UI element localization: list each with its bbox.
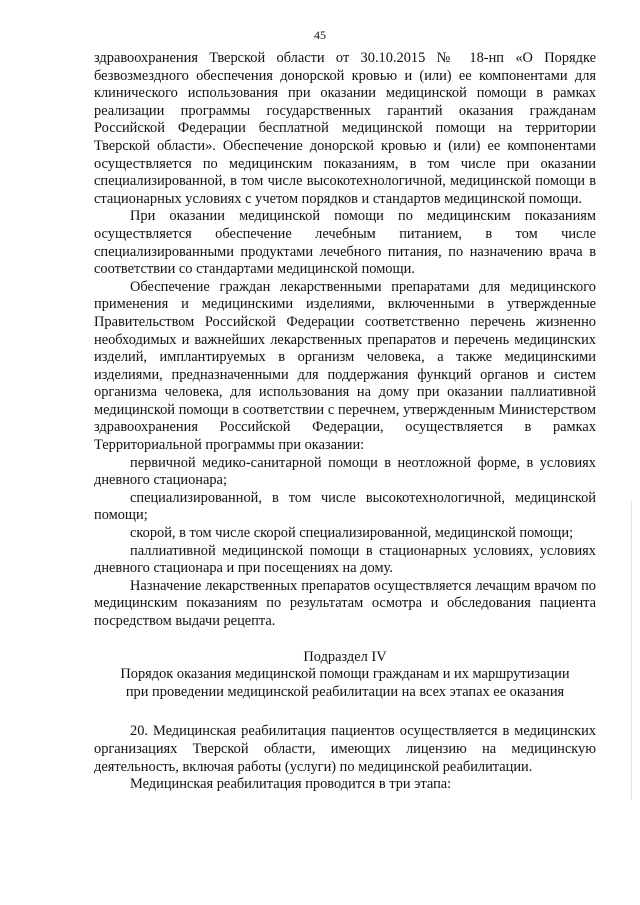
page-number: 45: [314, 28, 326, 42]
paragraph-nutrition: При оказании медицинской помощи по медицинским показаниям осуществляется обеспечение лечебным питанием, в том числе специализированными продуктами лечебного питания, по назначению врача в соответствии со стандартами медицинской помощи.: [94, 208, 596, 278]
scan-edge-mark: [631, 500, 632, 800]
list-item-primary-care: первичной медико-санитарной помощи в неотложной форме, в условиях дневного стационара;: [94, 454, 596, 489]
paragraph-blood-supply: здравоохранения Тверской области от 30.10.2015 № 18-нп «О Порядке безвозмездного обеспечения донорской кровью и (или) ее компонентами для клинического использования при оказании медицинской помощи в рамках реализации программы государственных гарантий оказания гражданам Российской Федерации бесплатной медицинской помощи на территории Тверской области». Обеспечение донорской кровью и (или) ее компонентами осуществляется по медицинским показаниям, в том числе при оказании специализированной, в том числе высокотехнологичной, медицинской помощи в стационарных условиях с учетом порядков и стандартов медицинской помощи.: [94, 50, 596, 207]
section-spacer: [94, 701, 596, 723]
paragraph-medicines: Обеспечение граждан лекарственными препаратами для медицинского применения и медицинскими изделиями, включенными в утвержденные Правительством Российской Федерации соответственно перечень жизненно необходимых и важнейших лекарственных препаратов и перечень медицинских изделий, имплантируемых в организм человека, а также медицинскими изделиями, предназначенными для поддержания функций органов и систем организма человека, для использования на дому при оказании паллиативной медицинской помощи в соответствии с перечнем, утвержденным Министерством здравоохранения Российской Федерации, осуществляется в рамках Территориальной программы при оказании:: [94, 278, 596, 454]
paragraph-item-20: 20. Медицинская реабилитация пациентов осуществляется в медицинских организациях Тверской области, имеющих лицензию на медицинскую деятельность, включая работы (услуги) по медицинской реабилитации.: [94, 723, 596, 775]
list-item-palliative-care: паллиативной медицинской помощи в стационарных условиях, условиях дневного стационара и при посещениях на дому.: [94, 542, 596, 577]
subsection-title-line-1: Порядок оказания медицинской помощи гражданам и их маршрутизации: [120, 666, 570, 683]
paragraph-prescription: Назначение лекарственных препаратов осуществляется лечащим врачом по медицинским показаниям по результатам осмотра и обследования пациента посредством выдачи рецепта.: [94, 577, 596, 629]
subsection-title-line-2: при проведении медицинской реабилитации на всех этапах ее оказания: [125, 683, 565, 700]
list-item-emergency-care: скорой, в том числе скорой специализированной, медицинской помощи;: [130, 525, 574, 542]
list-item-specialized-care: специализированной, в том числе высокотехнологичной, медицинской помощи;: [94, 489, 596, 524]
paragraph-rehab-stages: Медицинская реабилитация проводится в три этапа:: [130, 776, 452, 793]
subsection-label: Подраздел IV: [303, 648, 387, 665]
subsection-heading: [94, 649, 596, 702]
document-body: [94, 50, 596, 794]
